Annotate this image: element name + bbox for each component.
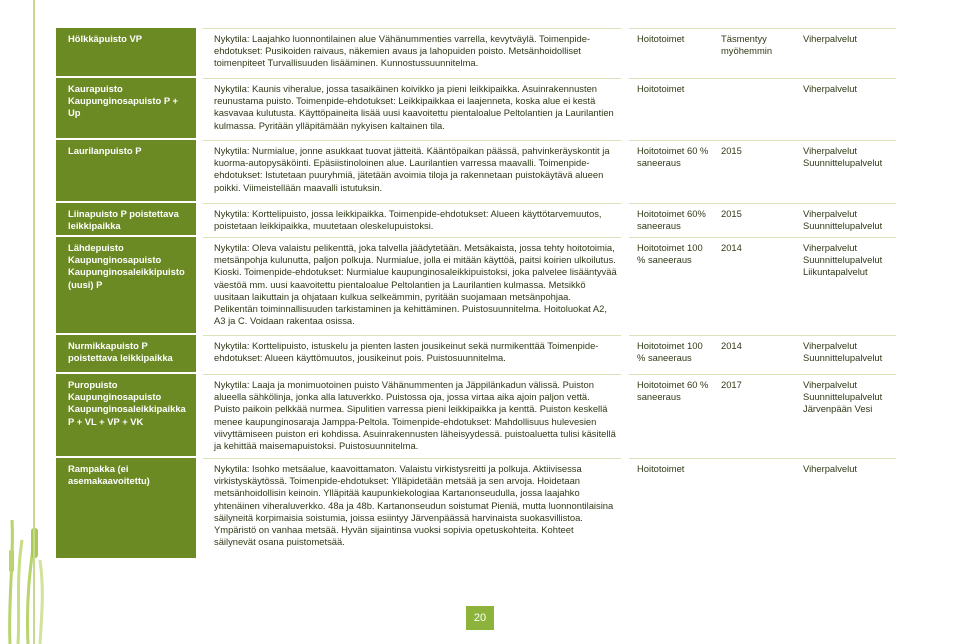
- page-number: 20: [466, 606, 494, 630]
- responsible-unit: Viherpalvelut Suunnittelupalvelut: [795, 140, 896, 201]
- schedule-year: 2017: [713, 374, 795, 456]
- maintenance-measure: Hoitotoimet 60 % saneeraus: [629, 374, 713, 456]
- park-description: Nykytila: Korttelipuisto, istuskelu ja pienten lasten jousikeinut sekä nurmikenttää Toimenpide-ehdotukset: Alueen käyttömuutos, jousikeinut pois. Puistosuunnitelma.: [203, 335, 621, 372]
- maintenance-measure: Hoitotoimet 60% saneeraus: [629, 203, 713, 235]
- maintenance-measure: Hoitotoimet 60 % saneeraus: [629, 140, 713, 201]
- park-name: Puropuisto Kaupunginosapuisto Kaupunginosaleikkipaikka P + VL + VP + VK: [56, 374, 196, 456]
- responsible-unit: Viherpalvelut: [795, 78, 896, 138]
- responsible-unit: Viherpalvelut: [795, 458, 896, 558]
- schedule-year: 2014: [713, 237, 795, 333]
- table-row: [56, 203, 896, 235]
- side-rule: [33, 0, 35, 644]
- schedule-year: [713, 78, 795, 138]
- park-description: Nykytila: Laaja ja monimuotoinen puisto Vähänummenten ja Jäppilänkadun välissä. Puiston alueella sähkölinja, jonka alla latuverkko. Puistossa oja, jossa virtaa aika ajoin paljon vettä. Puisto paikoin pelkkää nurmea. Sipulitien varressa pieni leikkipaikka ja kenttä. Puiston keskellä menee kaupunginosaraja Jamppa-Peltola. Toimenpide-ehdotukset: Mahdollisuus hulevesien viivyttämiseen puiston eri kohdissa. Asuinrakennusten läheisyydessä. puistoaluetta tulisi käsitellä ja kehittää maisemapuistoksi. Puistosuunnitelma.: [203, 374, 621, 456]
- responsible-unit: Viherpalvelut: [795, 28, 896, 76]
- table-row: [56, 140, 896, 201]
- responsible-unit: Viherpalvelut Suunnittelupalvelut: [795, 203, 896, 235]
- park-description: Nykytila: Kaunis viheralue, jossa tasaikäinen koivikko ja pieni leikkipaikka. Asuinrakennusten reunustama puisto. Toimenpide-ehdotukset: Leikkipaikkaa ei laajenneta, koska alue ei kestä kasvavaa kulutusta. Käyttöpaineita lisää uusi kaavoitettu pientaloalue Peltolantien ja Laurilantien kulmassa. Pyritään ylläpitämään nykyisen kaltainen tila.: [203, 78, 621, 138]
- table-row: [56, 335, 896, 372]
- park-name: Laurilanpuisto P: [56, 140, 196, 201]
- responsible-unit: Viherpalvelut Suunnittelupalvelut: [795, 335, 896, 372]
- park-name: Rampakka (ei asemakaavoitettu): [56, 458, 196, 558]
- schedule-year: Täsmentyy myöhemmin: [713, 28, 795, 76]
- park-description: Nykytila: Korttelipuisto, jossa leikkipaikka. Toimenpide-ehdotukset: Alueen käyttötarvemuutos, poistetaan leikkipaikka, muutetaan oleskelupuistoksi.: [203, 203, 621, 235]
- grass-decoration: [0, 0, 60, 644]
- park-name: Liinapuisto P poistettava leikkipaikka: [56, 203, 196, 235]
- table-row: [56, 458, 896, 558]
- schedule-year: 2015: [713, 140, 795, 201]
- responsible-unit: Viherpalvelut Suunnittelupalvelut Liikuntapalvelut: [795, 237, 896, 333]
- table-row: [56, 78, 896, 138]
- maintenance-measure: Hoitotoimet 100 % saneeraus: [629, 237, 713, 333]
- park-name: Kaurapuisto Kaupunginosapuisto P + Up: [56, 78, 196, 138]
- park-name: Nurmikkapuisto P poistettava leikkipaikka: [56, 335, 196, 372]
- maintenance-measure: Hoitotoimet: [629, 28, 713, 76]
- responsible-unit: Viherpalvelut Suunnittelupalvelut Järvenpään Vesi: [795, 374, 896, 456]
- schedule-year: [713, 458, 795, 558]
- table-row: [56, 28, 896, 76]
- park-description: Nykytila: Laajahko luonnontilainen alue Vähänummenties varrella, kevytväylä. Toimenpide-ehdotukset: Pusikoiden raivaus, näkemien avaus ja lahopuiden poisto. Metsänhoidolliset toimenpiteet Turvallisuuden lisääminen. Kunnostussuunnitelma.: [203, 28, 621, 76]
- park-name: Lähdepuisto Kaupunginosapuisto Kaupunginosaleikkipuisto (uusi) P: [56, 237, 196, 333]
- park-description: Nykytila: Oleva valaistu pelikenttä, joka talvella jäädytetään. Metsäkaista, jossa tehty hoitotoimia, metsänpohja kulunutta, paljon polkuja. Nurmialue, jolla ei mitään käyttöä, paitsi koirien ulkoilutus. Kioski. Toimenpide-ehdotukset: Nurmialue kaupunginosaleikkipuistoksi, joka palvelee lisääntyvää väestöä mm. uusi kaavoitettu pientaloalue Peltolantien ja Laurilantien kulmassa. Metsikkö uusitaan laikuttain ja ohjataan kulkua selkeämmin, pyritään suojamaan metsänpohjaa. Pelikentän toiminnallisuuden tarkistaminen ja kehittäminen. Puistosuunnitelma. Hoitoluokat A2, A3 ja C. Voidaan rakentaa osissa.: [203, 237, 621, 333]
- park-description: Nykytila: Isohko metsäalue, kaavoittamaton. Valaistu virkistysreitti ja polkuja. Aktiivisessa virkistyskäytössä. Toimenpide-ehdotukset: Ylläpidetään metsää ja sen arvoja. Hoidetaan metsänhoidollisin keinoin. Ylläpitää kaupunkiekologiaa Kartanonseudulla, jossa laajahko yhtenäinen viheraluverkko. 48a ja 48b. Kartanonseudun soistumat Pieniä, mutta luonnontilaisina säilyneitä korpimaisia soistumia, joissa esiintyy Järvenpäässä harvinaista suokasvillistoa. Ympäristö on vanhaa metsää. Hyvän sijaintinsa vuoksi sopivia opetuskohteita. Kohteet säilynevät osana puistometsää.: [203, 458, 621, 558]
- schedule-year: 2014: [713, 335, 795, 372]
- maintenance-measure: Hoitotoimet 100 % saneeraus: [629, 335, 713, 372]
- maintenance-measure: Hoitotoimet: [629, 78, 713, 138]
- table-row: [56, 237, 896, 333]
- park-name: Hölkkäpuisto VP: [56, 28, 196, 76]
- maintenance-measure: Hoitotoimet: [629, 458, 713, 558]
- park-description: Nykytila: Nurmialue, jonne asukkaat tuovat jätteitä. Kääntöpaikan päässä, pahvinkeräyskontit ja kuorma-autopysäköinti. Epäsiistinoloinen alue. Laurilantien varressa maavalli. Toimenpide-ehdotukset: Istutetaan puuryhmiä, jätetään avoimia tiloja ja rakennetaan puistokäytävä alueen poikki. Viimeistellään maavalli istutuksin.: [203, 140, 621, 201]
- table-row: [56, 374, 896, 456]
- schedule-year: 2015: [713, 203, 795, 235]
